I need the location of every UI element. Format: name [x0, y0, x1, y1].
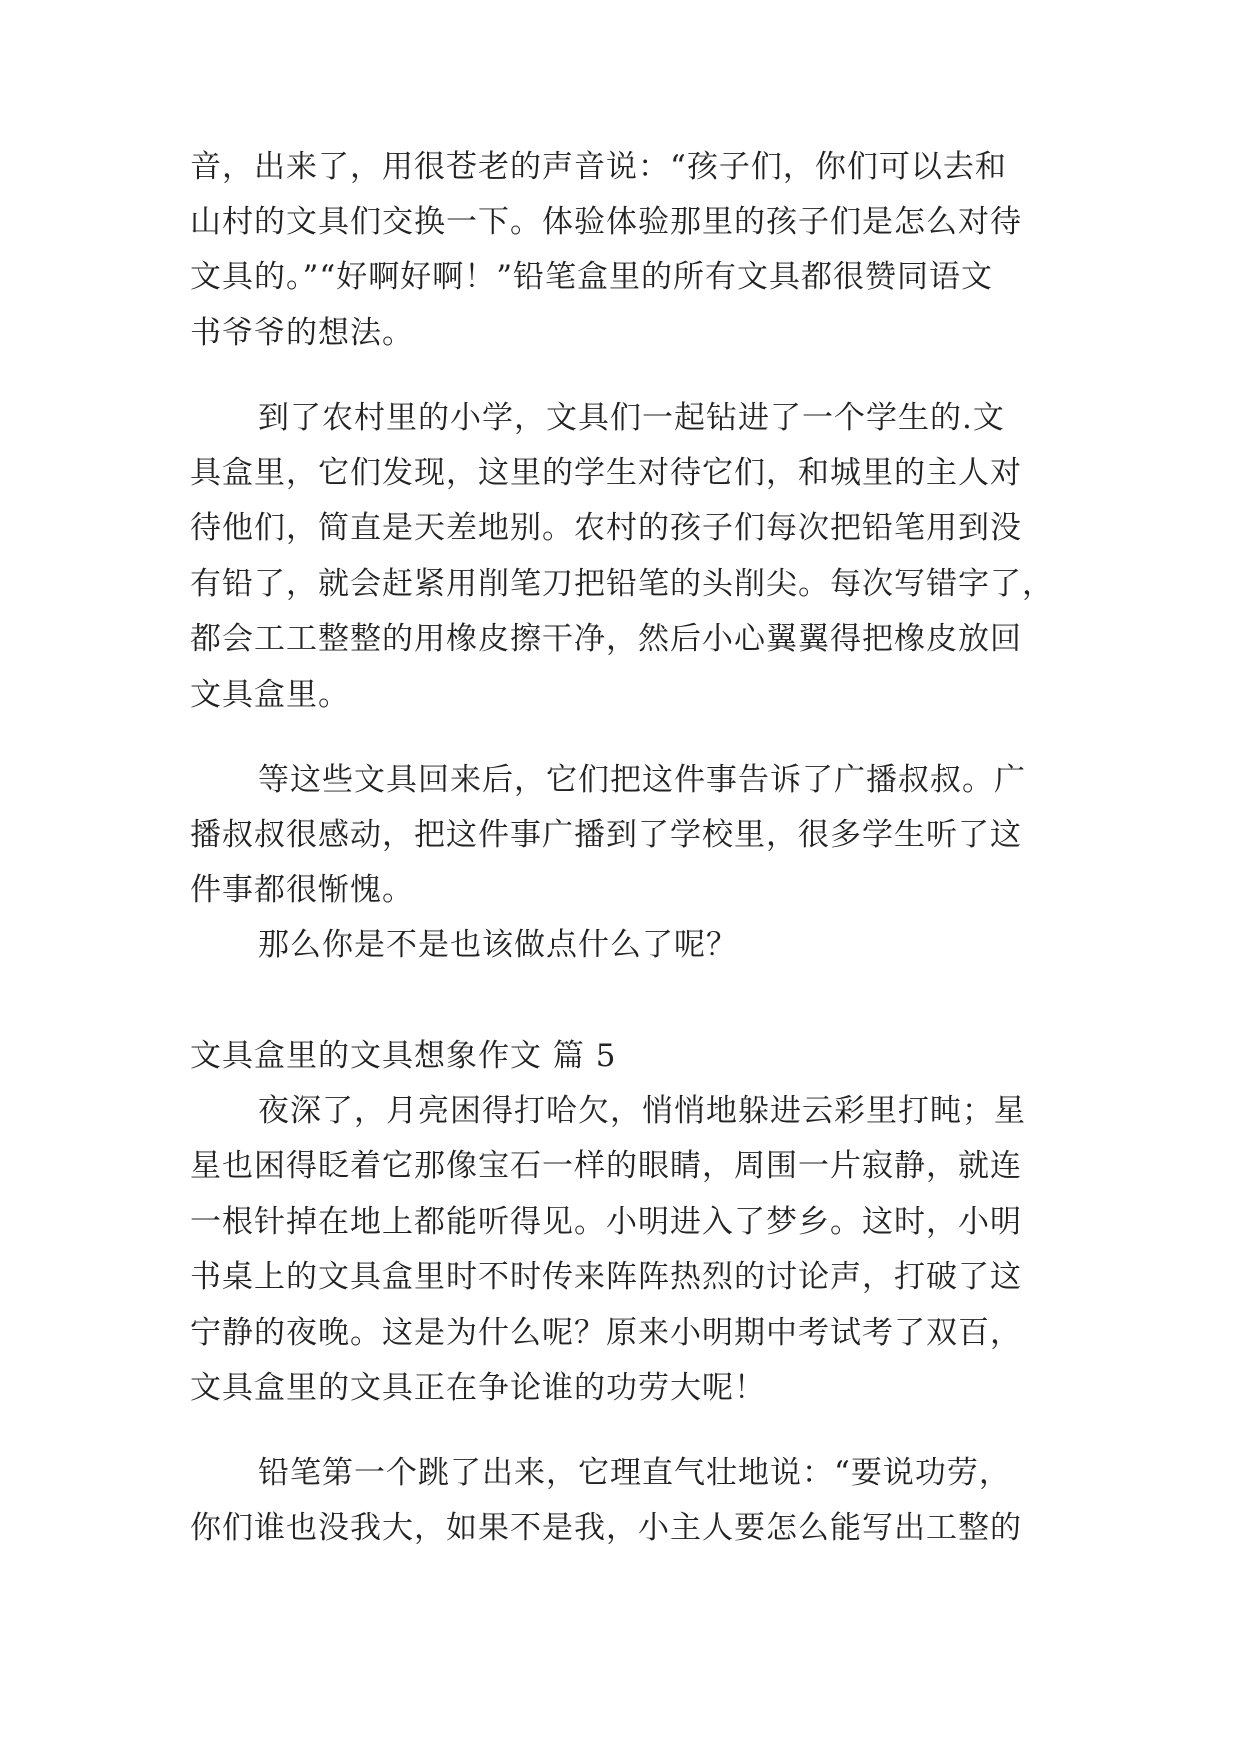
text-line: 音，出来了，用很苍老的声音说：“孩子们，你们可以去和 — [190, 149, 1007, 185]
text-line: 山村的文具们交换一下。体验体验那里的孩子们是怎么对待 — [190, 204, 1022, 240]
text-line: 书桌上的文具盒里时不时传来阵阵热烈的讨论声，打破了这 — [190, 1259, 1022, 1295]
text-line: 文具盒里。 — [190, 677, 350, 713]
text-line: 一根针掉在地上都能听得见。小明进入了梦乡。这时，小明 — [190, 1204, 1022, 1240]
text-line: 文具的。”“好啊好啊！”铅笔盒里的所有文具都很赞同语文 — [190, 259, 994, 295]
text-line: 播叔叔很感动，把这件事广播到了学校里，很多学生听了这 — [190, 817, 1022, 853]
text-line: 星也困得眨着它那像宝石一样的眼睛，周围一片寂静，就连 — [190, 1148, 1022, 1184]
text-line: 书爷爷的想法。 — [190, 315, 414, 351]
text-line: 待他们，简直是天差地别。农村的孩子们每次把铅笔用到没 — [190, 510, 1022, 546]
text-line: 都会工工整整的用橡皮擦干净，然后小心翼翼得把橡皮放回 — [190, 621, 1022, 657]
text-line: 有铅了，就会赶紧用削笔刀把铅笔的头削尖。每次写错字了， — [190, 566, 1054, 602]
text-line: 文具盒里的文具正在争论谁的功劳大呢！ — [190, 1370, 766, 1406]
paragraph-first-line: 夜深了，月亮困得打哈欠，悄悄地躲进云彩里打盹；星 — [258, 1093, 1026, 1129]
text-line: 件事都很惭愧。 — [190, 872, 414, 908]
paragraph-first-line: 那么你是不是也该做点什么了呢？ — [258, 927, 738, 963]
text-line: 你们谁也没我大，如果不是我，小主人要怎么能写出工整的 — [190, 1510, 1022, 1546]
paragraph-first-line: 铅笔第一个跳了出来，它理直气壮地说：“要说功劳， — [258, 1455, 1011, 1491]
paragraph-first-line: 等这些文具回来后，它们把这件事告诉了广播叔叔。广 — [258, 762, 1026, 798]
paragraph-first-line: 到了农村里的小学，文具们一起钻进了一个学生的.文 — [258, 400, 1005, 436]
text-line: 宁静的夜晚。这是为什么呢？原来小明期中考试考了双百， — [190, 1315, 1022, 1351]
section-heading: 文具盒里的文具想象作文 篇 5 — [190, 1038, 617, 1074]
text-line: 具盒里，它们发现，这里的学生对待它们，和城里的主人对 — [190, 455, 1022, 491]
